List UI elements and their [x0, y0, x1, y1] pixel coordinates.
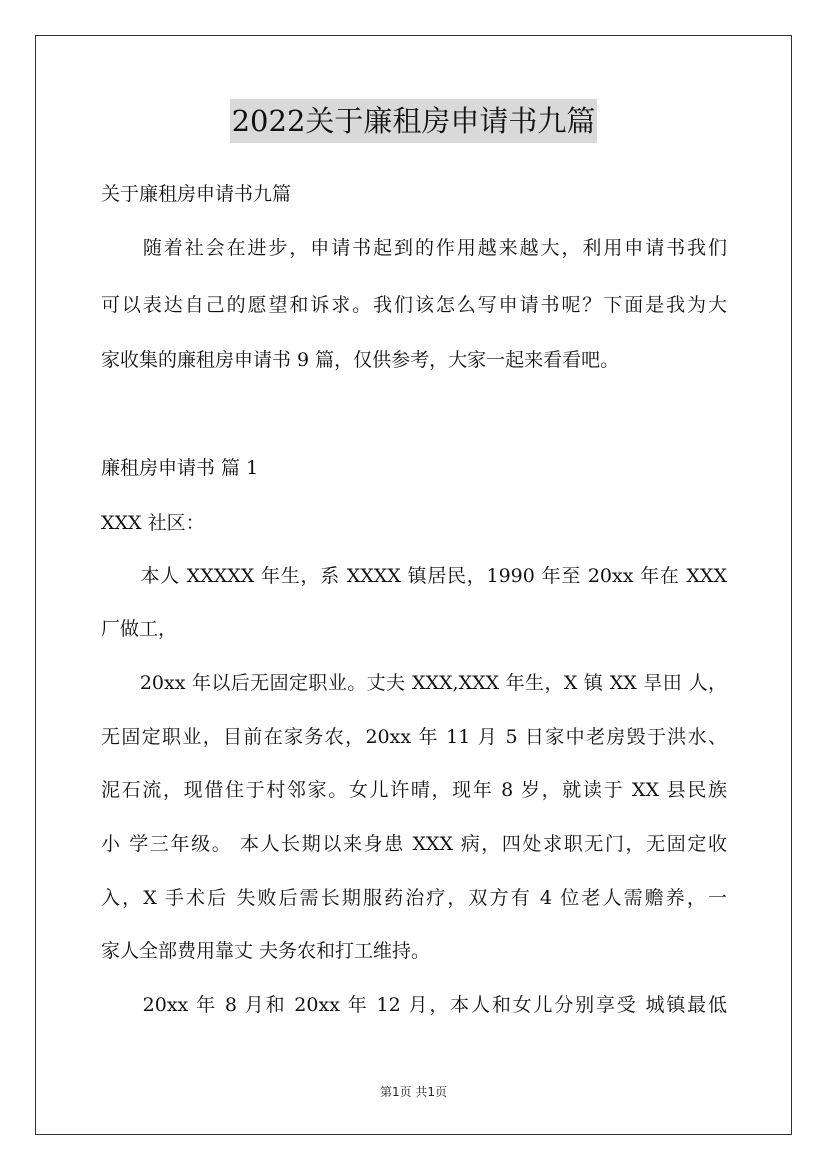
text-line: 本人 XXXXX 年生，系 XXXX 镇居民，1990 年至 20xx 年在 XXX — [101, 565, 727, 587]
text-line: 20xx 年以后无固定职业。丈夫 XXX,XXX 年生，X 镇 XX 旱田 人， — [101, 672, 727, 694]
document-title: 2022关于廉租房申请书九篇 — [230, 99, 598, 143]
text-line: 20xx 年 8 月和 20xx 年 12 月，本人和女儿分别享受 城镇最低 — [101, 994, 727, 1016]
text-line: 厂做工， — [101, 618, 178, 640]
subtitle-line: 关于廉租房申请书九篇 — [101, 183, 292, 205]
text-line: 家收集的廉租房申请书 9 篇，仅供参考，大家一起来看看吧。 — [101, 349, 620, 371]
section-heading: 廉租房申请书 篇 1 — [101, 457, 259, 479]
title-container — [0, 99, 827, 143]
text-line: 家人全部费用靠丈 夫务农和打工维持。 — [101, 940, 431, 962]
text-line: 可以表达自己的愿望和诉求。我们该怎么写申请书呢？下面是我为大 — [101, 294, 727, 316]
addressee-line: XXX 社区： — [101, 512, 205, 534]
text-line: 无固定职业，目前在家务农，20xx 年 11 月 5 日家中老房毁于洪水、 — [101, 726, 727, 748]
text-line: 随着社会在进步，申请书起到的作用越来越大，利用申请书我们 — [101, 237, 727, 259]
text-line: 泥石流，现借住于村邻家。女儿许晴，现年 8 岁，就读于 XX 县民族 — [101, 779, 727, 801]
page-footer: 第1页 共1页 — [379, 1085, 448, 1099]
text-line: 小 学三年级。 本人长期以来身患 XXX 病，四处求职无门，无固定收 — [101, 833, 727, 855]
text-line: 入，X 手术后 失败后需长期服药治疗，双方有 4 位老人需赡养，一 — [101, 887, 727, 909]
